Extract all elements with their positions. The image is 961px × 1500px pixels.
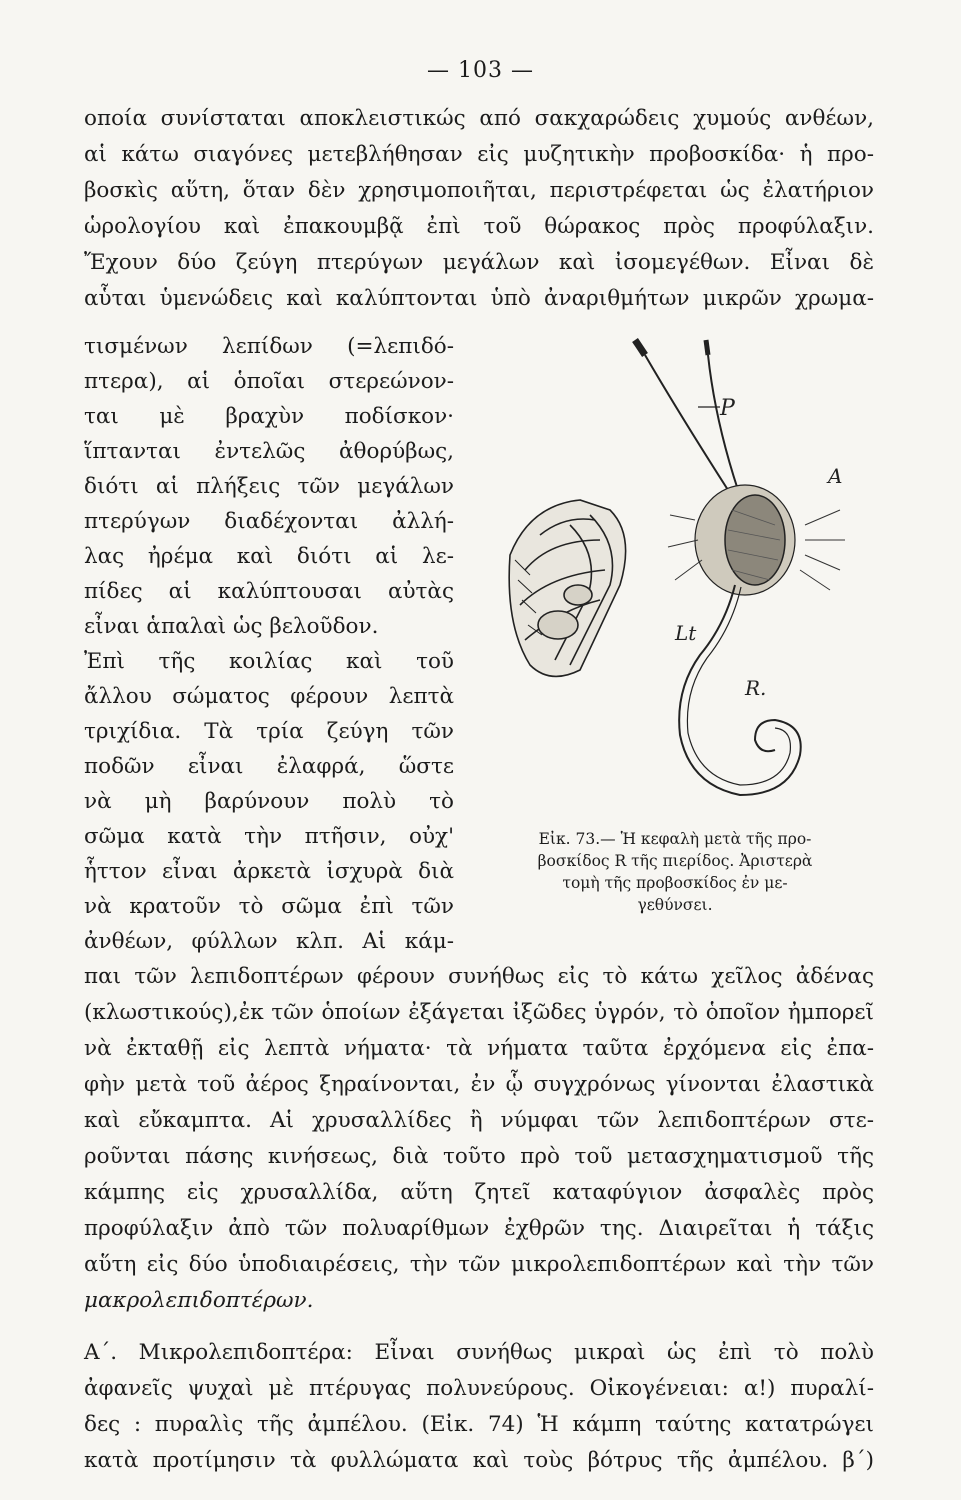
narrow-text-line: ἄλλου σώματος φέρουν λεπτὰ (84, 684, 454, 709)
narrow-text-line: ἀνθέων, φύλλων κλπ. Αἱ κάμ- (84, 929, 454, 954)
narrow-text-line: τριχίδια. Τὰ τρία ζεύγη τῶν (84, 719, 454, 744)
caption-line: Εἰκ. 73.— Ἡ κεφαλὴ μετὰ τῆς προ- (538, 830, 812, 848)
narrow-text-line: διότι αἱ πλήξεις τῶν μεγάλων (84, 474, 454, 499)
figure-73 (470, 325, 890, 825)
text-line: ροῦνται πάσης κινήσεως, διὰ τοῦτο πρὸ τοῦ μετασχηματισμοῦ τῆς (84, 1144, 874, 1169)
text-line: αἱ κάτω σιαγόνες μετεβλήθησαν εἰς μυζητικὴν προβοσκίδα· ἡ προ- (84, 142, 874, 167)
label-a: A (828, 464, 843, 488)
proboscis-cross-section (509, 500, 625, 676)
narrow-text-line: πτερύγων διαδέχονται ἀλλή- (84, 509, 454, 534)
text-line: ὡρολογίου καὶ ἐπακουμβᾷ ἐπὶ τοῦ θώρακος πρὸς προφύλαξιν. (84, 214, 874, 239)
head-with-eye (668, 485, 845, 595)
narrow-text-line: σῶμα κατὰ τὴν πτῆσιν, οὐχ' (84, 824, 454, 849)
narrow-text-line: νὰ κρατοῦν τὸ σῶμα ἐπὶ τῶν (84, 894, 454, 919)
narrow-text-line: ἧττον εἶναι ἀρκετὰ ἰσχυρὰ διὰ (84, 859, 454, 884)
narrow-text-line: Ἐπὶ τῆς κοιλίας καὶ τοῦ (84, 649, 454, 674)
text-line: οποία συνίσταται αποκλειστικώς από σακχαρώδεις χυμούς ανθέων, (84, 106, 874, 131)
text-line: (κλωστικούς),ἐκ τῶν ὁποίων ἐξάγεται ἰξῶδες ὑγρόν, τὸ ὁποῖον ἠμπορεῖ (84, 1000, 874, 1025)
label-r: R. (745, 676, 767, 700)
text-line: βοσκὶς αὕτη, ὅταν δὲν χρησιμοποιῆται, περιστρέφεται ὡς ἐλατήριον (84, 178, 874, 203)
text-line: φὴν μετὰ τοῦ ἀέρος ξηραίνονται, ἐν ᾧ συγχρόνως γίνονται ἐλαστικὰ (84, 1072, 874, 1097)
text-line: καὶ εὔκαμπτα. Αἱ χρυσαλλίδες ἢ νύμφαι τῶν λεπιδοπτέρων στε- (84, 1108, 874, 1133)
text-line: αὕτη εἰς δύο ὑποδιαιρέσεις, τὴν τῶν μικρολεπιδοπτέρων καὶ τὴν τῶν (84, 1252, 874, 1277)
narrow-text-line: ται μὲ βραχὺν ποδίσκον· (84, 404, 454, 429)
narrow-text-line: εἶναι ἁπαλαὶ ὡς βελοῦδον. (84, 614, 379, 639)
caption-line: τομὴ τῆς προβοσκίδος ἐν με- (562, 874, 788, 892)
figure-caption (470, 828, 880, 916)
section-line: Α΄. Μικρολεπιδοπτέρα: Εἶναι συνήθως μικραὶ ὡς ἐπὶ τὸ πολὺ (84, 1340, 874, 1365)
narrow-text-line: ἵπτανται ἐντελῶς ἀθορύβως, (84, 439, 454, 464)
label-p: P (720, 396, 735, 421)
narrow-text-line: πτερα), αἱ ὁποῖαι στερεώνον- (84, 369, 454, 394)
text-line: προφύλαξιν ἀπὸ τῶν πολυαρίθμων ἐχθρῶν της. Διαιρεῖται ἡ τάξις (84, 1216, 874, 1241)
caption-line: βοσκίδος R τῆς πιερίδος. Ἀριστερὰ (537, 852, 813, 870)
section-line: ἀφανεῖς ψυχαὶ μὲ πτέρυγας πολυνεύρους. Οἰκογένειαι: α!) πυραλί- (84, 1376, 874, 1401)
narrow-text-line: νὰ μὴ βαρύνουν πολὺ τὸ (84, 789, 454, 814)
label-lt: Lt (675, 621, 697, 645)
text-line: μακρολεπιδοπτέρων. (84, 1288, 314, 1313)
coiled-proboscis (679, 585, 801, 795)
text-line: παι τῶν λεπιδοπτέρων φέρουν συνήθως εἰς τὸ κάτω χεῖλος ἀδένας (84, 964, 874, 989)
narrow-text-line: πίδες αἱ καλύπτουσαι αὐτὰς (84, 579, 454, 604)
text-line: Ἔχουν δύο ζεύγη πτερύγων μεγάλων καὶ ἰσομεγέθων. Εἶναι δὲ (84, 250, 874, 275)
text-line: νὰ ἐκταθῇ εἰς λεπτὰ νήματα· τὰ νήματα ταῦτα ἐρχόμενα εἰς ἐπα- (84, 1036, 874, 1061)
narrow-text-line: λας ἠρέμα καὶ διότι αἱ λε- (84, 544, 454, 569)
proboscis-illustration (470, 325, 890, 825)
narrow-text-line: ποδῶν εἶναι ἐλαφρά, ὥστε (84, 754, 454, 779)
narrow-text-line: τισμένων λεπίδων (=λεπιδό- (84, 334, 454, 359)
section-line: δες : πυραλὶς τῆς ἀμπέλου. (Εἰκ. 74) Ἡ κάμπη ταύτης κατατρώγει (84, 1412, 874, 1437)
text-line: αὗται ὑμενώδεις καὶ καλύπτονται ὑπὸ ἀναριθμήτων μικρῶν χρωμα- (84, 286, 874, 311)
section-line: κατὰ προτίμησιν τὰ φυλλώματα καὶ τοὺς βότρυς τῆς ἀμπέλου. β΄) (84, 1448, 874, 1473)
text-line: κάμπης εἰς χρυσαλλίδα, αὕτη ζητεῖ καταφύγιον ἀσφαλὲς πρὸς (84, 1180, 874, 1205)
caption-line: γεθύνσει. (637, 896, 713, 914)
page-number: — 103 — (427, 58, 534, 83)
